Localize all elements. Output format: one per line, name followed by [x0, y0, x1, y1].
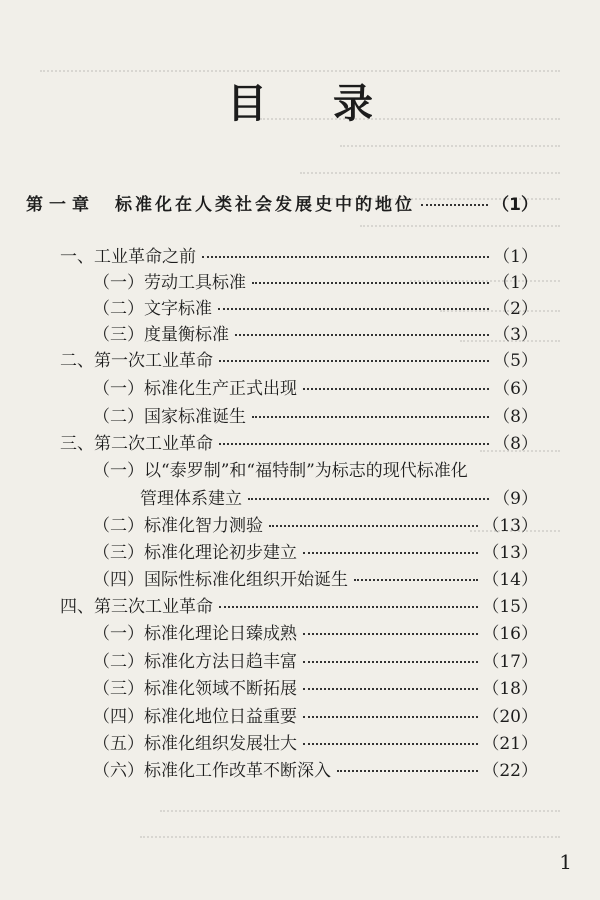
dot-leader: [219, 360, 489, 362]
entry-label: （三）标准化理论初步建立: [93, 543, 297, 563]
entry-page: （6）: [493, 379, 538, 399]
entry-page: （3）: [493, 325, 538, 345]
toc-entry[interactable]: [93, 733, 538, 755]
chapter-entry[interactable]: [26, 194, 538, 216]
toc-entry[interactable]: [93, 272, 538, 294]
entry-label: （六）标准化工作改革不断深入: [93, 761, 331, 781]
entry-page: （8）: [493, 434, 538, 454]
chapter-title: 标准化在人类社会发展史中的地位: [115, 195, 415, 215]
entry-label: （一）标准化生产正式出现: [93, 379, 297, 399]
dot-leader: [354, 579, 478, 581]
entry-label: （三）标准化领域不断拓展: [93, 679, 297, 699]
dot-leader: [303, 661, 478, 663]
dot-leader: [219, 443, 489, 445]
entry-label: （三）度量衡标准: [93, 325, 229, 345]
toc-entry[interactable]: [93, 651, 538, 673]
dot-leader: [303, 388, 489, 390]
toc-entry[interactable]: [93, 406, 538, 428]
toc-entry[interactable]: [93, 760, 538, 782]
dot-leader: [303, 633, 478, 635]
entry-page: （17）: [482, 652, 538, 672]
toc-entry[interactable]: [60, 350, 538, 372]
toc-entry[interactable]: [93, 678, 538, 700]
toc-entry[interactable]: [93, 298, 538, 320]
entry-label: （二）标准化方法日趋丰富: [93, 652, 297, 672]
toc-entry-wrapped-first-line[interactable]: （一）以“泰罗制”和“福特制”为标志的现代标准化: [93, 461, 468, 481]
toc-entry[interactable]: [93, 706, 538, 728]
dot-leader: [252, 416, 489, 418]
toc-entry[interactable]: [93, 569, 538, 591]
entry-label: （二）国家标准诞生: [93, 407, 246, 427]
dot-leader: [219, 606, 478, 608]
entry-page: （9）: [493, 489, 538, 509]
toc-entry[interactable]: [93, 324, 538, 346]
toc-entry[interactable]: [93, 542, 538, 564]
page-title: 目 录: [227, 81, 399, 127]
entry-page: （16）: [482, 624, 538, 644]
entry-page: （15）: [482, 597, 538, 617]
dot-leader: [269, 525, 478, 527]
entry-page: （1）: [493, 273, 538, 293]
dot-leader: [303, 552, 478, 554]
dot-leader: [202, 256, 489, 258]
dot-leader: [303, 743, 478, 745]
entry-page: （22）: [482, 761, 538, 781]
entry-label: （一）标准化理论日臻成熟: [93, 624, 297, 644]
entry-page: （2）: [493, 299, 538, 319]
toc-entry[interactable]: [60, 433, 538, 455]
entry-label: 一、工业革命之前: [60, 247, 196, 267]
dot-leader: [337, 770, 478, 772]
chapter-number: 第一章: [26, 195, 95, 215]
entry-page: （21）: [482, 734, 538, 754]
entry-page: （5）: [493, 351, 538, 371]
entry-label: 二、第一次工业革命: [60, 351, 213, 371]
toc-entry[interactable]: [93, 515, 538, 537]
dot-leader: [235, 334, 489, 336]
dot-leader: [252, 282, 489, 284]
entry-page: （18）: [482, 679, 538, 699]
chapter-label: [26, 194, 415, 216]
toc-entry[interactable]: [60, 596, 538, 618]
dot-leader: [248, 498, 489, 500]
entry-page: （1）: [493, 247, 538, 267]
chapter-page: （1）: [492, 195, 538, 215]
toc-entry[interactable]: [93, 378, 538, 400]
entry-label: （四）国际性标准化组织开始诞生: [93, 570, 348, 590]
entry-label: 四、第三次工业革命: [60, 597, 213, 617]
entry-page: （13）: [482, 516, 538, 536]
dot-leader: [218, 308, 489, 310]
entry-label: 管理体系建立: [140, 489, 242, 509]
toc-entry[interactable]: [140, 488, 538, 510]
dot-leader: [421, 204, 488, 206]
entry-label: （五）标准化组织发展壮大: [93, 734, 297, 754]
dot-leader: [303, 688, 478, 690]
entry-label: （二）文字标准: [93, 299, 212, 319]
entry-label: （一）劳动工具标准: [93, 273, 246, 293]
entry-page: （8）: [493, 407, 538, 427]
toc-entry[interactable]: [93, 623, 538, 645]
entry-label: （四）标准化地位日益重要: [93, 707, 297, 727]
entry-label: （二）标准化智力测验: [93, 516, 263, 536]
dot-leader: [303, 716, 478, 718]
entry-page: （13）: [482, 543, 538, 563]
entry-page: （14）: [482, 570, 538, 590]
toc-entry[interactable]: [60, 246, 538, 268]
entry-page: （20）: [482, 707, 538, 727]
page-number: 1: [559, 850, 572, 874]
entry-label: 三、第二次工业革命: [60, 434, 213, 454]
